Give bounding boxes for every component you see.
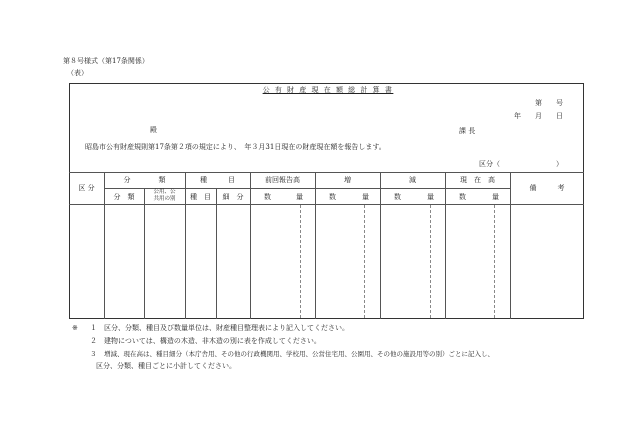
note-text: 増減、現在高は、種目細分（本庁舎用、その他の行政機関用、学校用、公営住宅用、公園用、その他の施設用等の別）ごとに記入し、 [104, 350, 494, 358]
document-number-label: 第 号 [535, 99, 563, 107]
col-divider [380, 172, 381, 319]
col-header-current: 現 在 高 [460, 176, 495, 184]
sub-header-suuryou2: 量 [362, 193, 369, 201]
sub-header-suuryou: 数 [264, 193, 271, 201]
table-top-line [69, 172, 584, 173]
col-header-decrease: 減 [409, 176, 416, 184]
sub-header-bunrui: 分 類 [113, 193, 135, 201]
sub-header-suuryou: 数 [394, 193, 401, 201]
note-number: ３ [90, 350, 97, 358]
sub-divider-dashed [430, 205, 431, 318]
section-chief-label: 課 長 [459, 127, 476, 135]
table-header-bottom-line [69, 204, 584, 205]
sub-header-suuryou2: 量 [427, 193, 434, 201]
col-header-previous: 前回報告高 [265, 176, 300, 184]
col-header-bunrui: 分 類 [123, 176, 166, 184]
note-text: 建物については、構造の木造、非木造の別に表を作成してください。 [104, 337, 321, 345]
note-text: 区分、分類、種目及び数量単位は、財産種目整理表により記入してください。 [104, 324, 349, 332]
sub-header-shumoku: 種 目 [190, 193, 211, 201]
note-number: １ [90, 324, 97, 332]
sub-header-suuryou: 数 [329, 193, 336, 201]
category-field: 区分（ ） [479, 160, 563, 168]
form-title: 公 有 財 産 現 在 額 総 計 算 書 [262, 86, 394, 94]
addressee-suffix: 殿 [150, 126, 157, 134]
sub-header-koyou-line1: 公用、公 [153, 189, 176, 195]
note-number: ２ [90, 337, 97, 345]
col-header-increase: 増 [344, 176, 351, 184]
sub-header-koyou-line2: 共用の別 [153, 196, 176, 202]
form-number-label: 第８号様式（第17条関係） [63, 57, 149, 65]
col-divider [250, 172, 251, 319]
col-divider [144, 188, 145, 319]
sub-header-saibun: 細 分 [222, 193, 244, 201]
col-divider [510, 172, 511, 319]
sub-header-suuryou: 数 [459, 193, 466, 201]
note-continuation: 区分、分類、種目ごとに小計してください。 [96, 362, 236, 370]
date-label: 年 月 日 [514, 112, 563, 120]
col-divider [445, 172, 446, 319]
notes-mark: ※ [72, 324, 78, 332]
report-statement: 昭島市公有財産規則第17条第２項の規定により、 年３月31日現在の財産現在額を報告します。 [85, 143, 386, 151]
side-label: （表） [67, 69, 88, 77]
sub-header-suuryou2: 量 [296, 193, 303, 201]
col-header-remarks: 備 考 [529, 184, 565, 192]
sub-header-suuryou2: 量 [492, 193, 499, 201]
col-divider [216, 188, 217, 319]
col-header-shumoku: 種 目 [200, 176, 235, 184]
sub-divider-dashed [364, 205, 365, 318]
sub-divider-dashed [494, 205, 495, 318]
col-header-kubun: 区 分 [78, 184, 95, 192]
col-divider [315, 172, 316, 319]
sub-divider-dashed [300, 205, 301, 318]
